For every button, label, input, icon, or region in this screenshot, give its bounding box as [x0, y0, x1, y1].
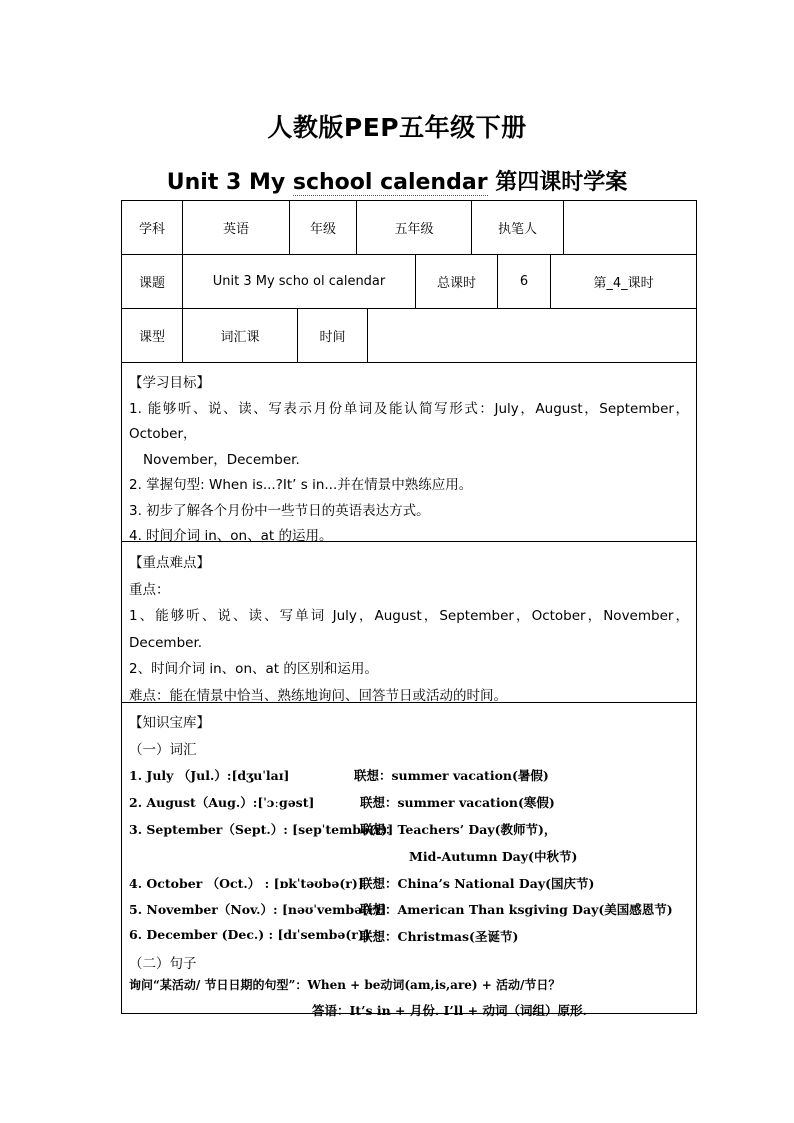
keypoints-line: 1、能够听、说、读、写单词 July，August，September，October，November， — [129, 608, 689, 624]
goals-line: 4. 时间介词 in、on、at 的运用。 — [129, 528, 333, 544]
vocab-item — [129, 766, 549, 784]
cell-type-label: 课型 — [122, 309, 183, 362]
vocab-word: 5. November（Nov.）: [nəʊˈvembə(r)] — [129, 902, 387, 917]
vocab-association: 联想：American Than ksgiving Day(美国感恩节) — [360, 902, 673, 917]
goals-line: 3. 初步了解各个月份中一些节日的英语表达方式。 — [129, 502, 430, 519]
cell-author-label: 执笔人 — [472, 201, 564, 254]
info-row-1 — [122, 201, 696, 255]
info-row-3 — [122, 309, 696, 363]
vocab-item — [129, 820, 557, 838]
cell-topic-label: 课题 — [122, 255, 183, 308]
subtitle-suffix: 第四课时学案 — [495, 170, 628, 195]
cell-grade-value: 五年级 — [357, 201, 472, 254]
vocab-item — [129, 900, 673, 918]
cell-subject-value: 英语 — [183, 201, 290, 254]
vocab-association: 联想：Christmas(圣诞节) — [360, 929, 519, 944]
vocab-item — [129, 927, 519, 944]
vocab-item — [129, 874, 595, 892]
cell-time-label: 时间 — [298, 309, 368, 362]
vocab-word: 1. July （Jul.）:[dʒuˈlaɪ] — [129, 768, 290, 783]
cell-topic-value: Unit 3 My scho ol calendar — [183, 255, 416, 308]
cell-author-value — [564, 201, 696, 254]
vocab-word: 2. August（Aug.）:[ˈɔːgəst] — [129, 795, 315, 810]
cell-type-value: 词汇课 — [183, 309, 298, 362]
sentence-question: 询问“某活动/ 节日日期的句型”：When + be动词(am,is,are) + 活动/节日？ — [129, 978, 561, 992]
keypoints-section — [122, 542, 696, 703]
goals-line: 1. 能够听、说、读、写表示月份单词及能认简写形式：July，August，September， — [129, 400, 689, 417]
vocab-association: 联想：summer vacation(暑假) — [354, 768, 549, 783]
cell-grade-label: 年级 — [290, 201, 357, 254]
cell-total-value: 6 — [498, 255, 551, 308]
vocab-association: 联想：Teachers’ Day(教师节)， — [360, 822, 557, 837]
cell-subject-label: 学科 — [122, 201, 183, 254]
knowledge-heading: 【知识宝库】 — [129, 715, 210, 731]
sentence-heading: （二）句子 — [129, 956, 197, 972]
worksheet-table — [121, 200, 697, 1018]
vocab-word: 6. December (Dec.) : [dɪˈsembə(r)] — [129, 927, 370, 942]
vocab-association: Mid-Autumn Day(中秋节) — [409, 849, 578, 864]
vocab-heading: （一）词汇 — [129, 742, 197, 758]
cell-time-value — [368, 309, 696, 362]
vocab-word: 3. September（Sept.）: [sepˈtembə(r)] — [129, 822, 394, 837]
vocab-association: 联想：China’s National Day(国庆节) — [360, 876, 595, 891]
knowledge-section — [122, 703, 696, 1018]
keypoints-line: 重点： — [129, 581, 170, 598]
keypoints-line: December. — [129, 634, 203, 651]
page-subtitle — [0, 165, 794, 196]
page-title: 人教版PEP五年级下册 — [267, 113, 527, 142]
goals-line: November，December. — [143, 451, 300, 468]
info-row-2 — [122, 255, 696, 309]
goals-line: 2. 掌握句型: When is...?It’ s in...并在情景中熟练应用。 — [129, 477, 473, 493]
cell-total-label: 总课时 — [416, 255, 498, 308]
goals-line: October， — [129, 426, 197, 442]
subtitle-underlined: school calendar — [292, 170, 488, 195]
goals-section — [122, 363, 696, 542]
keypoints-line: 2、时间介词 in、on、at 的区别和运用。 — [129, 661, 378, 677]
keypoints-heading: 【重点难点】 — [129, 555, 210, 571]
vocab-word: 4. October （Oct.） : [ɒkˈtəʊbə(r)] — [129, 876, 364, 891]
vocab-association: 联想：summer vacation(寒假) — [360, 795, 555, 810]
vocab-item — [129, 793, 555, 811]
keypoints-line: 难点：能在情景中恰当、熟练地询问、回答节日或活动的时间。 — [129, 687, 507, 704]
cell-lesson-number: 第_4_课时 — [593, 276, 654, 291]
sentence-answer: 答语：It’s in + 月份. I’ll + 动词（词组）原形. — [312, 1003, 587, 1018]
subtitle-unit: Unit 3 My — [166, 170, 293, 195]
goals-heading: 【学习目标】 — [129, 375, 210, 391]
